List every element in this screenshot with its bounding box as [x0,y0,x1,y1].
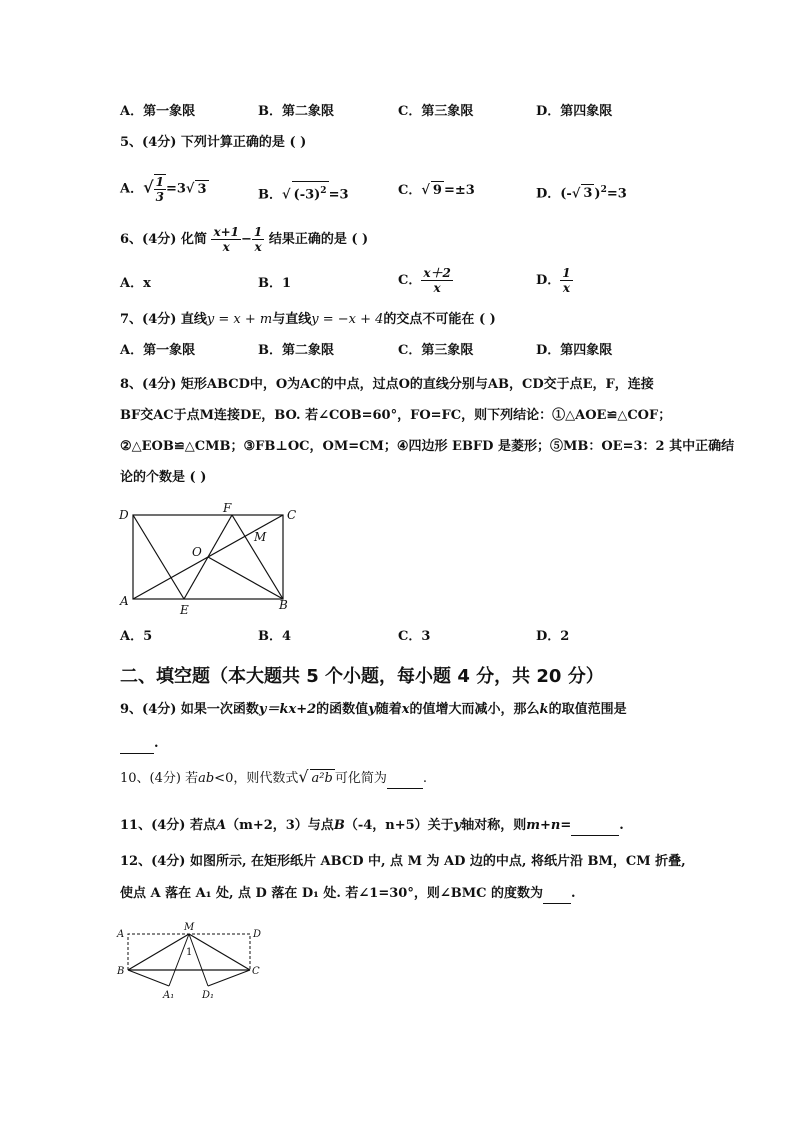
q11-coord-b: （-4，n+5）关于 [344,818,454,833]
q5-a-rest: =3 [165,181,186,197]
q12-answer-blank[interactable] [543,885,571,904]
q6-frac1-den: x [222,240,230,254]
q11-point-a: A [215,818,227,833]
q9-y: y [368,702,376,717]
q4-option-d: D．第四象限 [536,104,613,119]
q4-option-c: C．第三象限 [398,104,474,119]
q12-label-m: M [184,922,195,933]
q7-stem [120,311,496,329]
q8-label-c: C [287,508,297,522]
q8-option-d: D．2 [536,629,570,644]
q5-a-label: A． [120,181,144,197]
q8-label-d: D [119,508,129,522]
q6-c-den: x [433,281,441,295]
q5-b-label: B． [258,187,282,203]
q5-b-rad: (-3) [293,187,321,203]
q9-mid: 的函数值 [316,702,369,717]
q6-d-den: x [562,281,571,295]
q9-k: k [539,702,549,717]
q5-d-rad: 3 [583,186,593,202]
q12-line-mc [189,934,250,970]
q9-func: y＝kx+2 [258,702,317,717]
q8-option-c: C．3 [398,629,431,644]
q6-c-num: x＋2 [423,266,451,280]
q12-figure [114,918,274,1004]
q12-end: . [570,886,576,901]
q7-pre: 7、(4分) 直线 [120,312,207,327]
q11-stem [120,817,624,836]
q12-line-cd1 [208,970,250,986]
q11-pre: 11、(4分) 若点 [120,818,216,833]
q7-option-a: A．第一象限 [120,343,196,358]
q10-end: . [422,771,427,786]
q7-eq1: y = x + m [206,312,273,327]
q11-yaxis: y [453,818,462,833]
q10-post: 可化简为 [334,771,387,786]
q8-label-f: F [223,501,232,515]
q6-frac1-num: x+1 [213,225,240,239]
q12-line-mb [128,934,189,970]
q8-option-b: B．4 [258,629,292,644]
q11-expr: m+n= [526,818,572,833]
q10-rad: a²b [311,771,333,786]
q8-line2: BF交AC于点M连接DE，BO. 若∠COB=60°，FO=FC，则下列结论：①△AOE≌△COF； [120,408,672,423]
q12-label-angle1: 1 [186,947,193,958]
q5-c-rad: 9 [432,183,442,198]
q5-d-exp: 2 [600,185,607,195]
q7-mid: 与直线 [272,312,312,327]
q12-line2 [120,885,576,904]
q6-d-label: D． [536,273,561,288]
q9-pre: 9、(4分) 如果一次函数 [120,702,259,717]
q11-answer-blank[interactable] [571,817,619,836]
q5-option-a: A．√ $\frac{1}{3}$ =3√ 3 [120,175,207,204]
q7-post: 的交点不可能在 ( ) [383,312,496,327]
q6-option-c [398,266,453,295]
q8-label-m: M [254,530,267,544]
q10-ab: ab [198,771,215,786]
q8-line-de [133,515,184,599]
q12-label-b: B [117,966,125,977]
q6-pre: 6、(4分) 化简 [120,232,207,247]
q5-a-num: 1 [155,175,164,189]
q5-option-c: C．√ 9 =±3 [398,183,475,198]
q8-label-e: E [180,603,189,617]
q8-label-b: B [279,598,288,612]
q5-d-post: ) [594,186,601,202]
q11-point-b: B [333,818,345,833]
q5-b-exp: 2 [320,186,327,196]
q9-post: 的取值范围是 [548,702,627,717]
q6-c-label: C． [398,273,422,288]
q10-cond: <0，则代数式 [214,771,299,786]
q9-line2 [120,735,159,754]
q5-c-rest: =±3 [443,183,475,198]
q6-minus: − [241,232,252,247]
q12-label-a1: A₁ [163,990,175,1001]
q9-line1 [120,701,627,719]
q12-label-d1: D₁ [202,990,215,1001]
q5-d-label: D． [536,186,561,202]
q11-end: . [619,818,624,833]
q12-label-d: D [253,929,262,940]
q12-label-a: A [117,929,125,940]
q5-option-b: B．√ $(-3)^2 =3$ [258,181,349,204]
q8-line-fb [232,515,283,599]
q8-label-a: A [120,594,129,608]
q5-a-rad: 3 [197,181,207,197]
q8-line3: ②△EOB≌△CMB；③FB⊥OC，OM=CM；④四边形 EBFD 是菱形；⑤MB：OE=3：2 其中正确结 [120,439,735,454]
q6-frac2-num: 1 [253,225,263,239]
q5-d-rest: =3 [606,186,627,202]
q8-figure [112,498,312,620]
q8-label-o: O [192,545,202,559]
q4-option-a: A．第一象限 [120,104,196,119]
q9-x: x [401,702,410,717]
q8-line-ob [208,557,283,599]
q4-option-b: B．第二象限 [258,104,334,119]
q7-option-d: D．第四象限 [536,343,613,358]
q5-option-d: D．(-√ 3 )$^2$=3 [536,185,627,202]
q8-option-a: A．5 [120,629,153,644]
q12-line-ba1 [128,970,169,986]
q12-line-ma1 [169,934,189,986]
q12-line1: 12、(4分) 如图所示, 在矩形纸片 ABCD 中, 点 M 为 AD 边的中点, 将纸片沿 BM，CM 折叠, [120,854,686,869]
q6-option-d [536,266,573,295]
q6-d-num: 1 [562,266,571,280]
q9-mid3: 的值增大而减小，那么 [409,702,540,717]
q10-stem: 10、(4分) 若ab<0，则代数式√ a²b 可化简为 . [120,768,427,789]
q6-option-b: B．1 [258,276,292,291]
q10-answer-blank[interactable] [387,770,423,789]
section-title: 二、填空题（本大题共 5 个小题，每小题 4 分，共 20 分） [120,666,604,687]
q9-mid2: 随着 [375,702,402,717]
q6-stem [120,225,368,254]
q6-post: 结果正确的是 ( ) [268,232,369,247]
q5-stem: 5、(4分) 下列计算正确的是 ( ) [120,135,307,150]
q5-b-rest: =3 [328,187,349,203]
q9-end: . [154,736,159,751]
q5-c-label: C． [398,183,422,198]
q12-line-md1 [189,934,208,986]
q12-label-c: C [252,966,260,977]
q8-line1: 8、(4分) 矩形ABCD中，O为AC的中点，过点O的直线分别与AB，CD交于点E，F，连接 [120,377,654,392]
q7-option-c: C．第三象限 [398,343,474,358]
q11-coord-a: （m+2，3）与点 [226,818,334,833]
q6-option-a: A．x [120,276,151,291]
q5-a-den: 3 [155,190,164,204]
q7-eq2: y = −x + 4 [311,312,384,327]
q6-frac2-den: x [254,240,262,254]
q7-option-b: B．第二象限 [258,343,334,358]
q9-answer-blank[interactable] [120,735,154,754]
q10-pre: 10、(4分) 若 [120,771,199,786]
q12-line2-text: 使点 A 落在 A₁ 处, 点 D 落在 D₁ 处. 若∠1=30°，则∠BMC 的度数为 [120,886,543,901]
q5-d-pre: (- [560,186,572,202]
q11-mid: 轴对称，则 [461,818,527,833]
q8-line4: 论的个数是 ( ) [120,470,207,485]
